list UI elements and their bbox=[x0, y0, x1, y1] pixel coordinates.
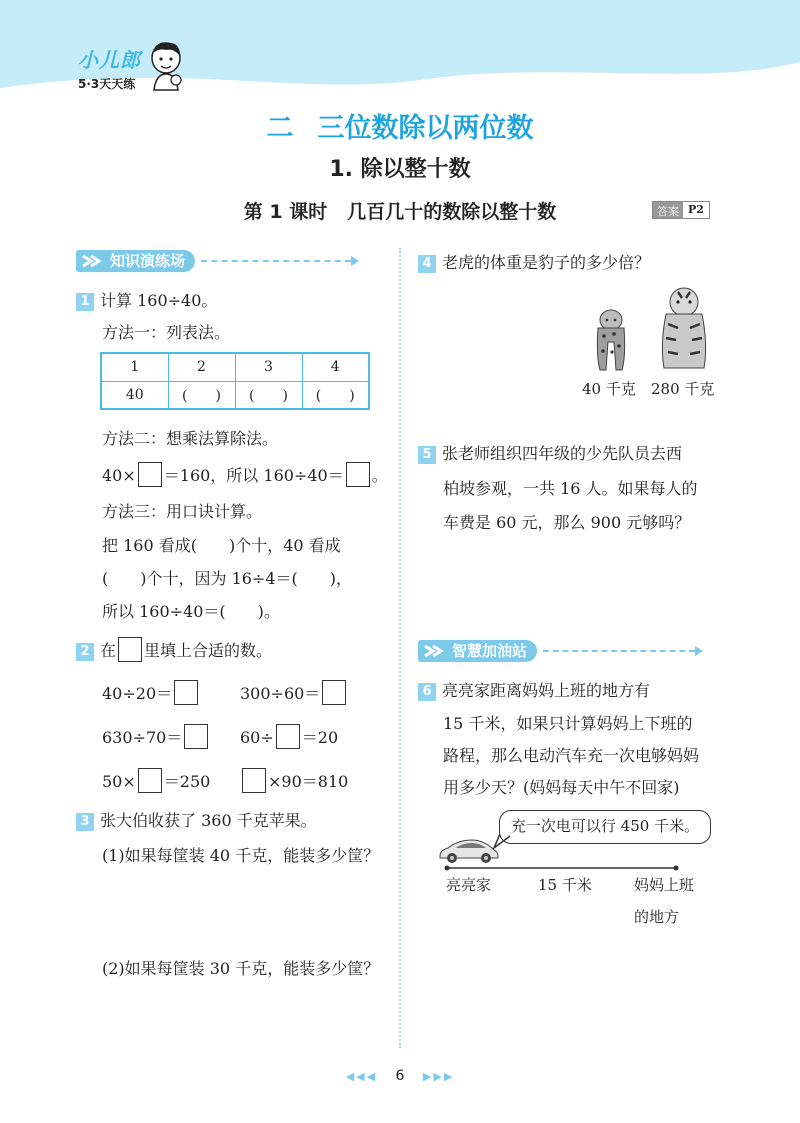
table-row bbox=[101, 353, 369, 381]
eq-text: ＝250 bbox=[163, 772, 211, 791]
answer-box[interactable] bbox=[138, 768, 162, 793]
q5-number: 5 bbox=[418, 446, 436, 464]
double-arrow-icon bbox=[80, 252, 106, 270]
lesson-number: 第 1 课时 bbox=[243, 201, 328, 223]
electric-car-image bbox=[438, 836, 500, 864]
q2-expr-3 bbox=[102, 724, 210, 749]
q2-expr-1 bbox=[102, 680, 200, 705]
q2-stem-a: 在 bbox=[100, 641, 117, 660]
brand-subtitle: 5·3天天练 bbox=[78, 77, 136, 91]
chapter-number: 二 bbox=[266, 113, 294, 144]
leopard-weight: 40 千克 bbox=[582, 380, 636, 398]
banner-wisdom bbox=[418, 640, 703, 662]
label-home: 亮亮家 bbox=[446, 876, 492, 894]
brand-name: 小儿郎 bbox=[78, 48, 141, 72]
q1-method3-line3: 所以 160÷40＝( )。 bbox=[102, 602, 280, 621]
table-cell: 3 bbox=[235, 353, 302, 381]
q6-line3: 路程，那么电动汽车充一次电够妈妈 bbox=[443, 746, 700, 765]
sample-box bbox=[118, 637, 142, 662]
q1-stem-line bbox=[76, 288, 217, 311]
section-title: 1. 除以整十数 bbox=[329, 157, 471, 182]
q3-stem-line bbox=[76, 808, 317, 831]
distance-line bbox=[444, 862, 680, 874]
chapter-title bbox=[0, 106, 800, 145]
eq-text: 。 bbox=[371, 466, 388, 485]
q3-stem: 张大伯收获了 360 千克苹果。 bbox=[100, 811, 317, 830]
q1-method1: 方法一：列表法。 bbox=[102, 323, 231, 342]
q1-method3-line1: 把 160 看成( )个十，40 看成 bbox=[102, 536, 341, 555]
answer-box[interactable] bbox=[276, 724, 300, 749]
answer-box[interactable] bbox=[184, 724, 208, 749]
tiger-image bbox=[656, 284, 712, 370]
q4-stem: 老虎的体重是豹子的多少倍？ bbox=[442, 253, 651, 272]
q2-expr-2 bbox=[240, 680, 348, 705]
leopard-image bbox=[592, 306, 630, 372]
q2-expr-5 bbox=[102, 768, 210, 793]
eq-text: 50× bbox=[102, 772, 136, 791]
tiger-weight: 280 千克 bbox=[651, 380, 715, 398]
q1-method2-eq bbox=[102, 462, 388, 487]
answer-box[interactable] bbox=[346, 462, 370, 487]
q3-number: 3 bbox=[76, 813, 94, 831]
label-work-line2: 的地方 bbox=[634, 908, 680, 926]
answer-page: P2 bbox=[688, 203, 704, 216]
q5-line3: 车费是 60 元，那么 900 元够吗？ bbox=[443, 513, 691, 532]
table-cell: 2 bbox=[168, 353, 235, 381]
answer-label: 答案 bbox=[653, 202, 683, 218]
q3-part2: (2)如果每筐装 30 千克，能装多少筐？ bbox=[102, 959, 380, 978]
q1-method2: 方法二：想乘法算除法。 bbox=[102, 429, 279, 448]
q1-method3-line2: ( )个十，因为 16÷4＝( )， bbox=[102, 569, 353, 588]
banner-practice-label: 知识演练场 bbox=[110, 252, 186, 270]
q6-number: 6 bbox=[418, 683, 436, 701]
q2-stem-b: 里填上合适的数。 bbox=[144, 641, 273, 660]
q2-expr-4 bbox=[240, 724, 338, 749]
eq-text: 300÷60＝ bbox=[240, 684, 321, 703]
answer-page-tag bbox=[652, 201, 710, 219]
banner-wisdom-label: 智慧加油站 bbox=[452, 642, 528, 660]
left-arrows-icon: ◀◀◀ bbox=[345, 1070, 378, 1083]
q6-line1 bbox=[418, 678, 650, 701]
q2-stem-line bbox=[76, 637, 272, 662]
q6-line2: 15 千米，如果只计算妈妈上下班的 bbox=[443, 714, 693, 733]
q1-stem: 计算 160÷40。 bbox=[100, 291, 218, 310]
q3-part1: (1)如果每筐装 40 千克，能装多少筐？ bbox=[102, 846, 380, 865]
lesson-name: 几百几十的数除以整十数 bbox=[347, 201, 557, 223]
q5-line1 bbox=[418, 441, 682, 464]
answer-box[interactable] bbox=[242, 768, 266, 793]
double-arrow-icon bbox=[422, 642, 448, 660]
table-cell: 4 bbox=[302, 353, 369, 381]
table-row bbox=[101, 381, 369, 409]
table-cell-blank[interactable]: ( ) bbox=[168, 381, 235, 409]
eq-text: 630÷70＝ bbox=[102, 728, 183, 747]
answer-box[interactable] bbox=[174, 680, 198, 705]
q6-text: 亮亮家距离妈妈上班的地方有 bbox=[442, 681, 651, 700]
table-cell: 1 bbox=[101, 353, 168, 381]
q5-line2: 柏坡参观，一共 16 人。如果每人的 bbox=[443, 479, 698, 498]
table-cell-blank[interactable]: ( ) bbox=[302, 381, 369, 409]
speech-bubble: 充一次电可以行 450 千米。 bbox=[499, 810, 711, 844]
q2-number: 2 bbox=[76, 643, 94, 661]
right-arrows-icon: ▶▶▶ bbox=[422, 1070, 455, 1083]
answer-box[interactable] bbox=[138, 462, 162, 487]
page-number: 6 bbox=[395, 1068, 405, 1084]
eq-text: ×90＝810 bbox=[268, 772, 349, 791]
table-cell: 40 bbox=[101, 381, 168, 409]
q1-method3: 方法三：用口诀计算。 bbox=[102, 502, 263, 521]
banner-practice bbox=[76, 250, 359, 272]
table-cell-blank[interactable]: ( ) bbox=[235, 381, 302, 409]
q6-line4: 用多少天？(妈妈每天中午不回家) bbox=[443, 778, 680, 797]
q2-expr-6 bbox=[240, 768, 348, 793]
eq-text: ＝160，所以 160÷40＝ bbox=[163, 466, 344, 485]
q4-number: 4 bbox=[418, 255, 436, 273]
eq-text: ＝20 bbox=[301, 728, 339, 747]
eq-text: 40× bbox=[102, 466, 136, 485]
answer-box[interactable] bbox=[322, 680, 346, 705]
eq-text: 40÷20＝ bbox=[102, 684, 173, 703]
mascot-boy-icon bbox=[146, 40, 186, 92]
page-footer bbox=[0, 1068, 800, 1084]
label-distance: 15 千米 bbox=[538, 876, 592, 894]
q5-text: 张老师组织四年级的少先队员去西 bbox=[442, 444, 683, 463]
q1-table bbox=[100, 352, 370, 410]
q1-number: 1 bbox=[76, 293, 94, 311]
label-work-line1: 妈妈上班 bbox=[634, 876, 695, 894]
chapter-name: 三位数除以两位数 bbox=[317, 113, 534, 144]
q4-stem-line bbox=[418, 250, 650, 273]
column-divider bbox=[399, 248, 401, 1048]
eq-text: 60÷ bbox=[240, 728, 274, 747]
